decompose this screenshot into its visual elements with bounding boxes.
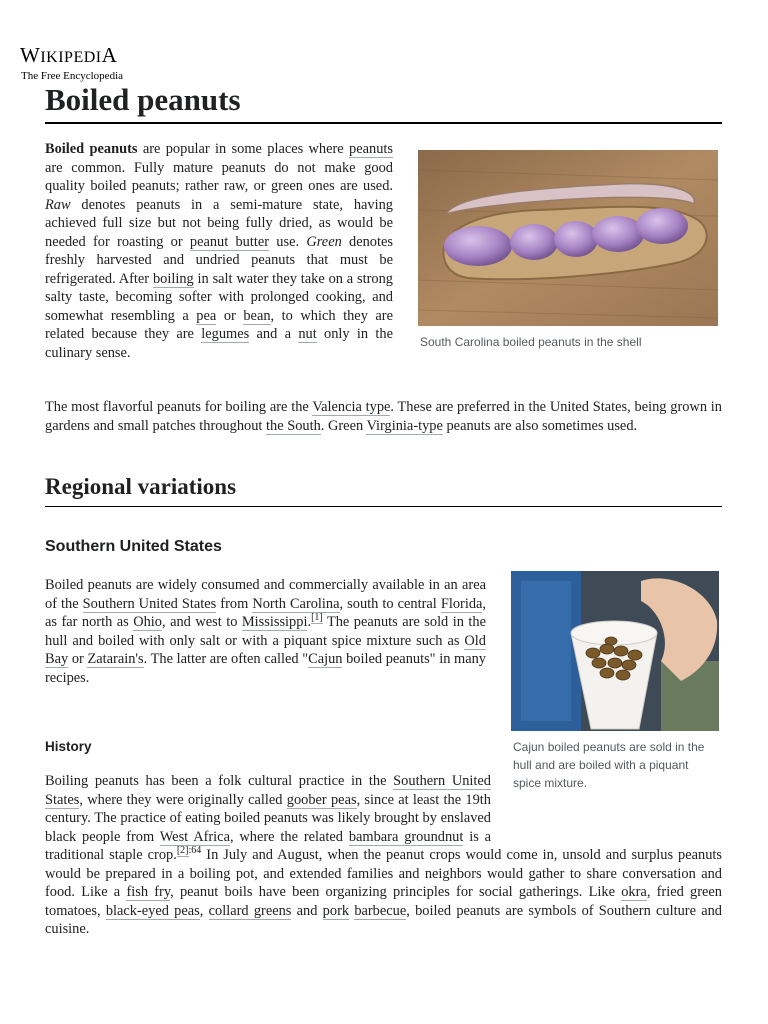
cajun-peanuts-cup-image[interactable] xyxy=(511,571,719,731)
link-peanut-butter[interactable]: peanut butter xyxy=(189,233,270,250)
figure-peanuts-in-shell xyxy=(418,150,718,351)
subsection-heading-history: History xyxy=(45,739,92,754)
link-pork[interactable]: pork xyxy=(322,902,350,919)
wikipedia-logo[interactable] xyxy=(20,44,123,83)
bold-term: Boiled peanuts xyxy=(45,141,138,157)
link-old-bay[interactable]: Old Bay xyxy=(45,632,486,667)
link-boiling[interactable]: boiling xyxy=(152,270,194,287)
southern-paragraph: Boiled peanuts are widely consumed and commercially available in an area of the Southern United States from North Carolina, south to central Florida, as far north as Ohio, and west to Mississippi.[1] The peanuts are sold in the hull and boiled with only salt or with a piquant spice mixture such as Old Bay or Zatarain's. The latter are often called "Cajun boiled peanuts" in many recipes. xyxy=(45,577,487,686)
link-west-africa[interactable]: West Africa xyxy=(159,828,230,845)
link-barbecue[interactable]: barbecue xyxy=(354,902,407,919)
link-zatarains[interactable]: Zatarain's xyxy=(87,651,144,667)
section-heading-regional: Regional variations xyxy=(45,472,722,507)
link-the-south[interactable]: the South xyxy=(266,417,321,434)
figure-cajun-peanuts xyxy=(511,571,719,792)
intro-paragraph: Boiled peanuts are popular in some places where peanuts are common. Fully mature peanuts do not make good quality boiled peanuts; rather raw, or green ones are used. Raw denotes peanuts in a semi-mature state, having achieved full size but not being fully dried, as would be needed for roasting or peanut butter use. Green denotes freshly harvested and undried peanuts that must be refrigerated. After boiling in salt water they take on a strong salty taste, becoming softer with prolonged cooking, and somewhat resembling a pea or bean, to which they are related because they are legumes and a nut only in the culinary sense. xyxy=(45,141,393,361)
link-north-carolina[interactable]: North Carolina xyxy=(252,595,340,612)
page-title: Boiled peanuts xyxy=(45,80,722,124)
link-bambara-groundnut[interactable]: bambara groundnut xyxy=(348,828,464,845)
reference-2[interactable]: [2] xyxy=(176,845,189,857)
link-florida[interactable]: Florida xyxy=(440,595,483,612)
link-nut[interactable]: nut xyxy=(298,326,317,342)
link-virginia-type[interactable]: Virginia-type xyxy=(366,417,443,434)
figure-caption: South Carolina boiled peanuts in the shell xyxy=(420,335,642,349)
link-mississippi[interactable]: Mississippi xyxy=(241,614,308,630)
link-peanuts[interactable]: peanuts xyxy=(349,141,393,157)
link-legumes[interactable]: legumes xyxy=(201,326,250,342)
link-cajun[interactable]: Cajun xyxy=(308,651,343,667)
history-paragraph: Boiling peanuts has been a folk cultural practice in the Southern United States, where they were originally called goober peas, since at least the 19th century. The practice of eating boiled peanuts was likely brought by enslaved black people from West Africa, where the related bambara groundnut is a traditional staple crop.$^{[2]:64}$ In July and August, when the peanut crops would come in, unsold and surplus peanuts would be prepared in a boiling pot, and extended families and neighbors would gather to share conversation and food. Like a fish fry, peanut boils have been organizing principles for social gatherings. Like okra, fried green tomatoes, black-eyed peas, collard greens and pork barbecue, boiled peanuts are symbols of Southern culture and cuisine. xyxy=(45,773,722,937)
figure-caption: Cajun boiled peanuts are sold in the hull and are boiled with a piquant spice mixture. xyxy=(513,740,705,790)
link-pea[interactable]: pea xyxy=(196,307,217,324)
reference-1[interactable]: [1] xyxy=(311,612,323,624)
logo-wordmark: WIKIPEDIA xyxy=(20,43,118,67)
link-goober-peas[interactable]: goober peas xyxy=(286,791,357,808)
boiled-peanuts-shell-image[interactable] xyxy=(418,150,718,326)
link-bean[interactable]: bean xyxy=(243,307,271,324)
link-okra[interactable]: okra xyxy=(621,884,647,900)
valencia-paragraph: The most flavorful peanuts for boiling are the Valencia type. These are preferred in the United States, being grown in gardens and small patches throughout the South. Green Virginia-type peanuts are also sometimes used. xyxy=(45,399,722,434)
link-fish-fry[interactable]: fish fry xyxy=(126,884,171,900)
logo-tagline: The Free Encyclopedia xyxy=(21,70,124,82)
subsection-heading-southern: Southern United States xyxy=(45,538,222,555)
link-black-eyed-peas[interactable]: black-eyed peas xyxy=(105,902,200,919)
link-southern-united-states[interactable]: Southern United States xyxy=(82,595,217,612)
link-valencia-type[interactable]: Valencia type xyxy=(312,399,391,415)
link-ohio[interactable]: Ohio xyxy=(133,614,163,630)
link-southern-united-states-2[interactable]: Southern United States xyxy=(45,773,491,808)
link-collard-greens[interactable]: collard greens xyxy=(208,902,292,919)
figure-float-spacer xyxy=(491,772,722,830)
